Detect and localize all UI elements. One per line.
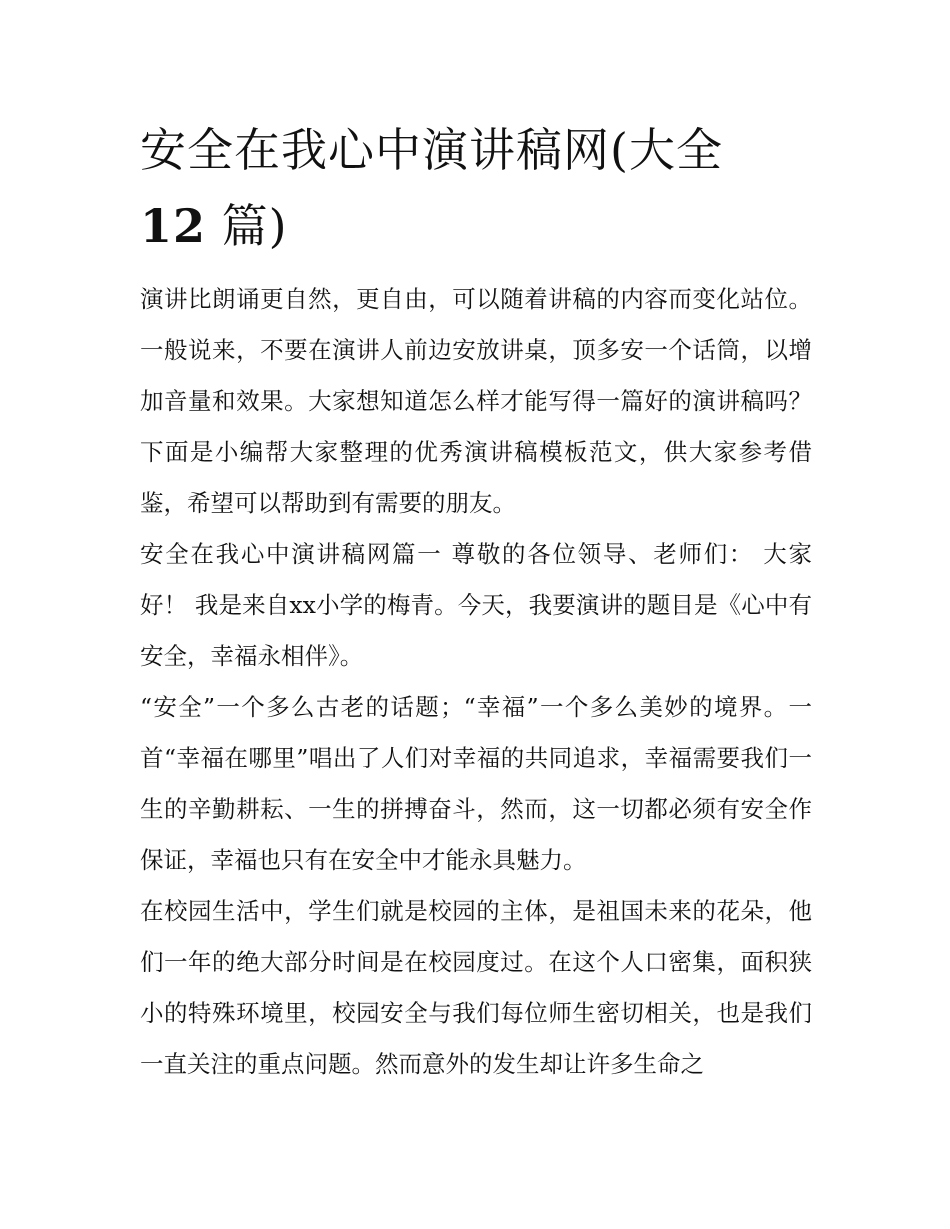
intro-paragraph: 演讲比朗诵更自然，更自由，可以随着讲稿的内容而变化站位。一般说来，不要在演讲人前边安放讲桌，顶多安一个话筒，以增加音量和效果。大家想知道怎么样才能写得一篇好的演讲稿吗？下面是小编帮大家整理的优秀演讲稿模板范文，供大家参考借鉴，希望可以帮助到有需要的朋友。 bbox=[140, 285, 812, 517]
document-body bbox=[140, 112, 812, 1090]
title-tail: 篇) bbox=[221, 199, 288, 253]
campus-safety-paragraph: 在校园生活中，学生们就是校园的主体，是祖国未来的花朵，他们一年的绝大部分时间是在校园度过。在这个人口密集，面积狭小的特殊环境里，校园安全与我们每位师生密切相关，也是我们一直关注的重点问题。然而意外的发生却让许多生命之 bbox=[140, 897, 812, 1078]
title-line-1: 安全在我心中演讲稿网(大全 bbox=[140, 123, 723, 177]
safety-happiness-paragraph: “安全”一个多么古老的话题；“幸福”一个多么美妙的境界。一首“幸福在哪里”唱出了人们对幸福的共同追求，幸福需要我们一生的辛勤耕耘、一生的拼搏奋斗，然而，这一切都必须有安全作保证，幸福也只有在安全中才能永具魅力。 bbox=[140, 693, 812, 874]
title-number: 12 bbox=[140, 199, 207, 253]
greeting-paragraph: 安全在我心中演讲稿网篇一 尊敬的各位领导、老师们： 大家好！ 我是来自xx小学的梅青。今天，我要演讲的题目是《心中有安全，幸福永相伴》。 bbox=[140, 540, 812, 670]
document-title bbox=[140, 112, 812, 264]
